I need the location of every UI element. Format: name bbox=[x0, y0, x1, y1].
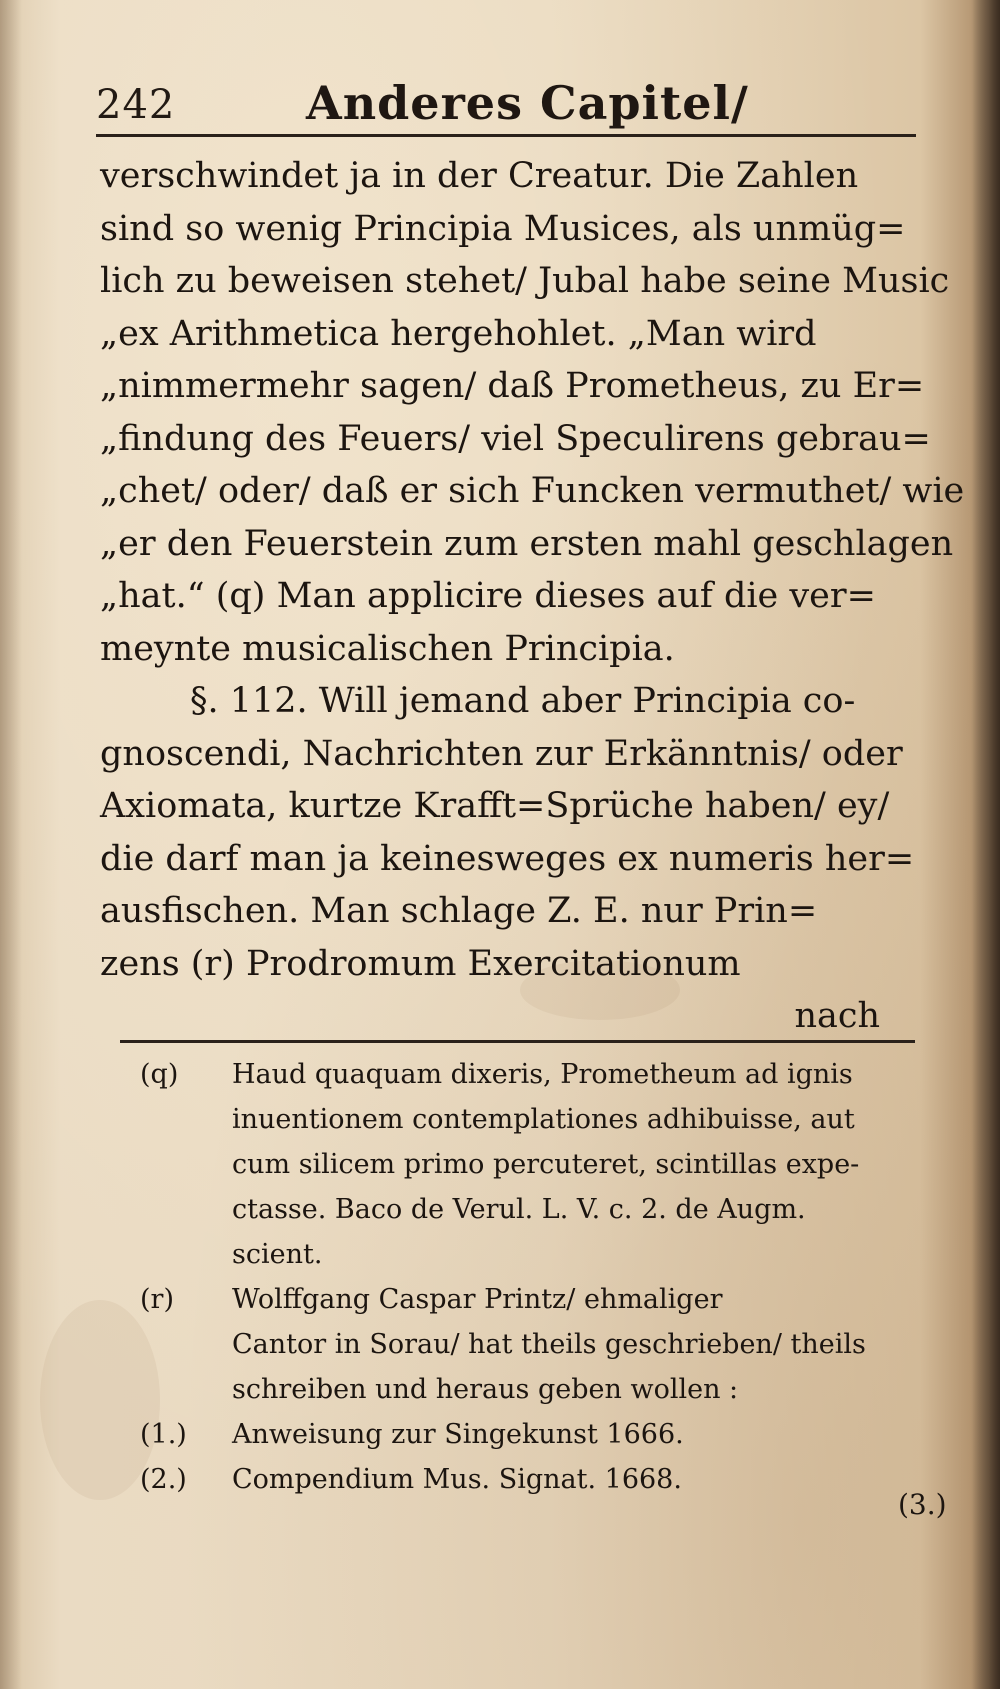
text-line: ausfischen. Man schlage Z. E. nur Prin= bbox=[100, 891, 818, 931]
text-line: verschwindet ja in der Creatur. Die Zahlen bbox=[100, 156, 859, 196]
catchword: nach bbox=[794, 996, 880, 1036]
text-line: „nimmermehr sagen/ daß Prometheus, zu Er= bbox=[100, 366, 925, 406]
page-header bbox=[96, 70, 916, 140]
footnote-1 bbox=[140, 1412, 940, 1457]
header-rule bbox=[96, 134, 916, 137]
text-line: „er den Feuerstein zum ersten mahl geschlagen bbox=[100, 523, 954, 564]
footnote-text: ctasse. Baco de Verul. L. V. c. 2. de Augm. bbox=[232, 1194, 806, 1225]
text-line: gnoscendi, Nachrichten zur Erkänntnis/ oder bbox=[100, 733, 903, 774]
footnote-catchword: (3.) bbox=[898, 1488, 947, 1521]
footnote-marker: (1.) bbox=[140, 1419, 187, 1450]
page-gutter-shadow bbox=[972, 0, 1000, 1689]
text-line: sind so wenig Principia Musices, als unmüg= bbox=[100, 208, 906, 249]
footnote-r bbox=[140, 1277, 940, 1322]
section-start-line: §. 112. Will jemand aber Principia co- bbox=[190, 681, 856, 721]
text-line: lich zu beweisen stehet/ Jubal habe seine Music bbox=[100, 261, 950, 301]
footnote-marker: (2.) bbox=[140, 1464, 187, 1495]
text-line: „hat.“ (q) Man applicire dieses auf die ver= bbox=[100, 576, 876, 616]
text-line: „ex Arithmetica hergehohlet. „Man wird bbox=[100, 313, 817, 354]
running-title: Anderes Capitel/ bbox=[306, 76, 749, 130]
footnote-text: scient. bbox=[232, 1239, 323, 1270]
footnote-marker: (r) bbox=[140, 1284, 174, 1315]
footnote-q bbox=[140, 1052, 940, 1097]
footnote-text: Cantor in Sorau/ hat theils geschrieben/ theils bbox=[232, 1329, 866, 1360]
main-text bbox=[100, 150, 965, 1043]
footnote-text: Compendium Mus. Signat. 1668. bbox=[232, 1464, 682, 1495]
page-shadow-left bbox=[0, 0, 22, 1689]
footnote-2 bbox=[140, 1457, 940, 1502]
footnote-text: schreiben und heraus geben wollen : bbox=[232, 1374, 739, 1405]
footnote-text: cum silicem primo percuteret, scintillas expe- bbox=[232, 1149, 860, 1180]
footnote-text: Anweisung zur Singekunst 1666. bbox=[232, 1419, 684, 1450]
text-line: Axiomata, kurtze Krafft=Sprüche haben/ ey/ bbox=[100, 786, 890, 826]
text-line: zens (r) Prodromum Exercitationum bbox=[100, 943, 741, 984]
footnote-text: inuentionem contemplationes adhibuisse, aut bbox=[232, 1104, 855, 1135]
footnotes bbox=[140, 1052, 940, 1502]
footnote-marker: (q) bbox=[140, 1059, 179, 1090]
footnote-text: Wolffgang Caspar Printz/ ehmaliger bbox=[232, 1284, 723, 1315]
text-line: „findung des Feuers/ viel Speculirens gebrau= bbox=[100, 418, 931, 459]
footnote-rule bbox=[120, 1040, 915, 1043]
text-line: „chet/ oder/ daß er sich Funcken vermuthet/ wie bbox=[100, 471, 965, 511]
text-line: meynte musicalischen Principia. bbox=[100, 628, 675, 669]
footnote-text: Haud quaquam dixeris, Prometheum ad ignis bbox=[232, 1059, 853, 1090]
page-number: 242 bbox=[96, 82, 176, 128]
text-line: die darf man ja keinesweges ex numeris her= bbox=[100, 838, 915, 879]
